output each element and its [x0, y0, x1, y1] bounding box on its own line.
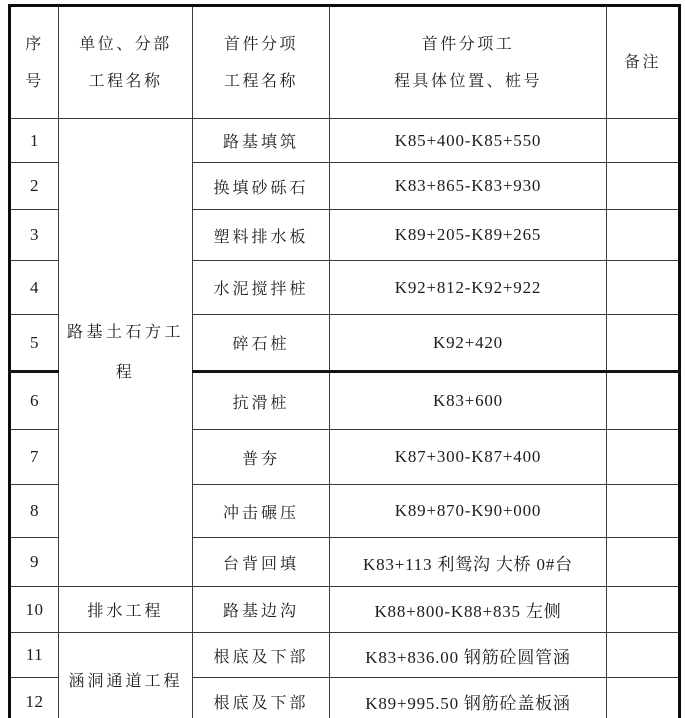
cell-item: 台背回填 [193, 538, 330, 587]
cell-item: 根底及下部 [193, 678, 330, 718]
cell-item: 抗滑桩 [193, 372, 330, 430]
cell-unit-roadbed-earthwork [59, 119, 193, 587]
cell-unit-culvert: 涵洞通道工程 [59, 633, 193, 718]
cell-remark [607, 315, 680, 372]
cell-location: K83+600 [330, 372, 607, 430]
cell-unit-drainage: 排水工程 [59, 587, 193, 633]
first-item-projects-table [8, 4, 681, 718]
cell-location: K83+113 利鸳沟 大桥 0#台 [330, 538, 607, 587]
cell-remark [607, 587, 680, 633]
header-item-line1: 首件分项 [223, 35, 298, 53]
header-location-line1: 首件分项工 [421, 35, 515, 53]
cell-serial: 1 [10, 119, 59, 163]
header-unit-name [59, 6, 193, 119]
cell-location: K92+812-K92+922 [330, 261, 607, 315]
header-serial-line1: 序 [25, 35, 44, 53]
cell-serial: 10 [10, 587, 59, 633]
cell-item: 普夯 [193, 430, 330, 485]
table-row [10, 633, 680, 678]
cell-item: 路基填筑 [193, 119, 330, 163]
table-header-row [10, 6, 680, 119]
cell-serial: 6 [10, 372, 59, 430]
header-serial-number [10, 6, 59, 119]
cell-location: K87+300-K87+400 [330, 430, 607, 485]
header-unit-line1: 单位、分部 [79, 35, 172, 53]
header-remark-label: 备注 [623, 54, 661, 71]
cell-remark [607, 210, 680, 261]
cell-location: K92+420 [330, 315, 607, 372]
cell-location: K89+205-K89+265 [330, 210, 607, 261]
cell-location: K83+836.00 钢筋砼圆管涵 [330, 633, 607, 678]
cell-item: 冲击碾压 [193, 485, 330, 538]
cell-remark [607, 119, 680, 163]
cell-remark [607, 261, 680, 315]
cell-serial: 5 [10, 315, 59, 372]
header-remark [607, 6, 680, 119]
cell-location: K85+400-K85+550 [330, 119, 607, 163]
cell-remark [607, 430, 680, 485]
cell-item: 碎石桩 [193, 315, 330, 372]
cell-remark [607, 538, 680, 587]
cell-item: 水泥搅拌桩 [193, 261, 330, 315]
cell-serial: 3 [10, 210, 59, 261]
cell-serial: 2 [10, 163, 59, 210]
table-row [10, 119, 680, 163]
cell-item: 换填砂砾石 [193, 163, 330, 210]
cell-remark [607, 372, 680, 430]
header-unit-line2: 工程名称 [88, 72, 163, 90]
cell-location: K89+870-K90+000 [330, 485, 607, 538]
cell-serial: 8 [10, 485, 59, 538]
header-serial-line2: 号 [25, 72, 44, 90]
cell-location: K83+865-K83+930 [330, 163, 607, 210]
header-location [330, 6, 607, 119]
cell-remark [607, 163, 680, 210]
cell-remark [607, 485, 680, 538]
cell-remark [607, 678, 680, 718]
cell-location: K88+800-K88+835 左侧 [330, 587, 607, 633]
cell-item: 塑料排水板 [193, 210, 330, 261]
cell-serial: 9 [10, 538, 59, 587]
cell-remark [607, 633, 680, 678]
cell-serial: 12 [10, 678, 59, 718]
cell-serial: 7 [10, 430, 59, 485]
unit-roadbed-label: 路基土石方工程 [66, 323, 184, 381]
cell-item: 路基边沟 [193, 587, 330, 633]
cell-item: 根底及下部 [193, 633, 330, 678]
header-location-line2: 程具体位置、桩号 [393, 72, 542, 90]
cell-serial: 4 [10, 261, 59, 315]
cell-location: K89+995.50 钢筋砼盖板涵 [330, 678, 607, 718]
header-item-line2: 工程名称 [223, 72, 298, 90]
cell-serial: 11 [10, 633, 59, 678]
table-row [10, 587, 680, 633]
header-item-name [193, 6, 330, 119]
